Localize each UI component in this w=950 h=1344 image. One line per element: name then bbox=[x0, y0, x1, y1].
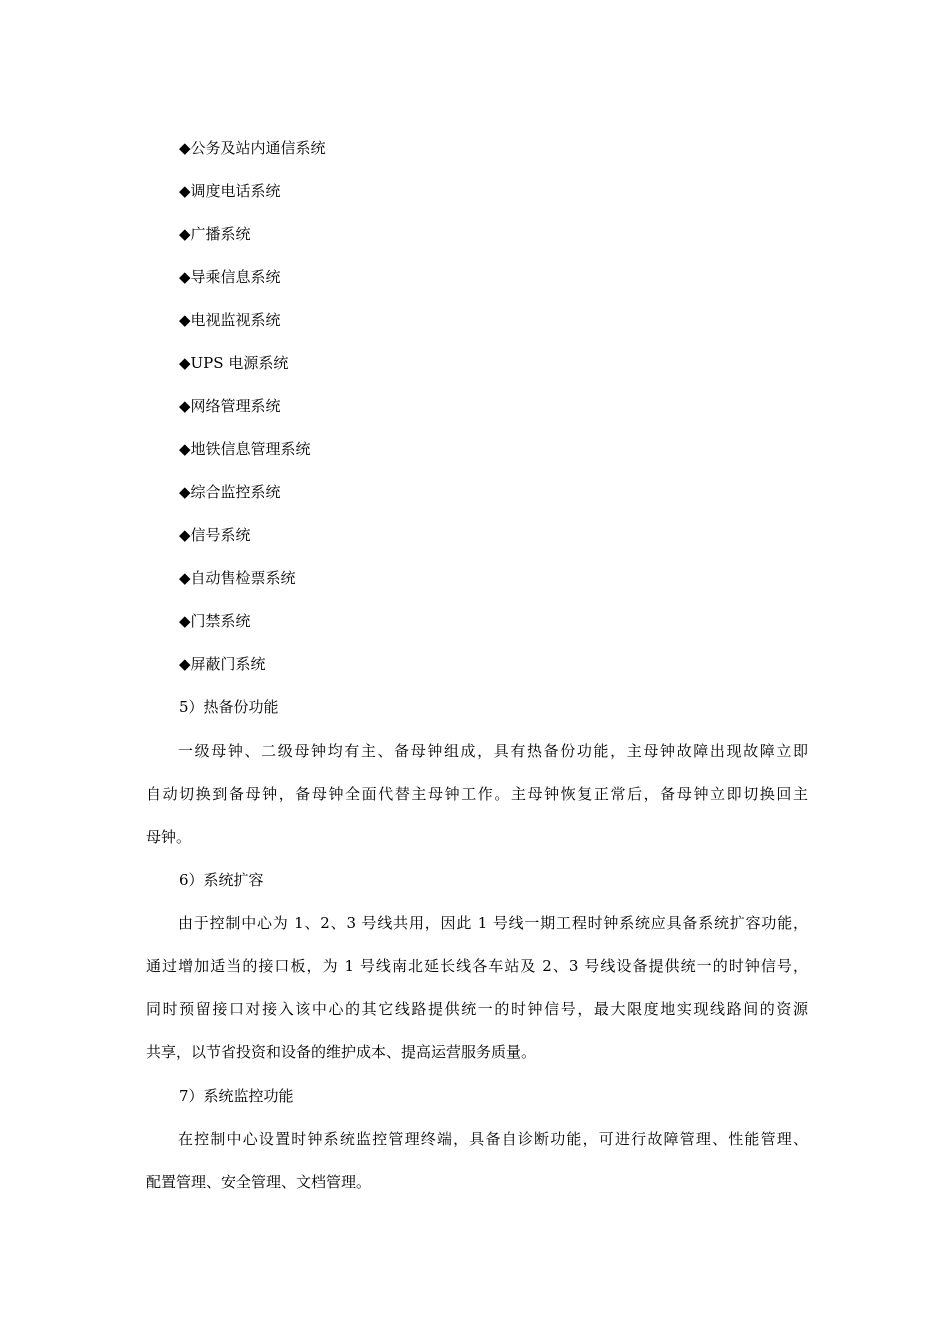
section-heading-expansion: 6）系统扩容 bbox=[179, 871, 264, 889]
section-heading-hot-backup: 5）热备份功能 bbox=[179, 698, 279, 716]
paragraph-line: 通过增加适当的接口板，为 1 号线南北延长线各车站及 2、3 号线设备提供统一的时钟信号， bbox=[146, 957, 808, 975]
list-item: ◆UPS 电源系统 bbox=[179, 354, 289, 372]
paragraph-line: 母钟。 bbox=[146, 828, 192, 846]
paragraph-line: 由于控制中心为 1、2、3 号线共用，因此 1 号线一期工程时钟系统应具备系统扩容功能， bbox=[178, 914, 808, 932]
list-item: ◆门禁系统 bbox=[179, 612, 251, 630]
list-item: ◆地铁信息管理系统 bbox=[179, 440, 311, 458]
list-item: ◆广播系统 bbox=[179, 225, 251, 243]
paragraph-line: 同时预留接口对接入该中心的其它线路提供统一的时钟信号，最大限度地实现线路间的资源 bbox=[146, 1000, 808, 1018]
list-item: ◆电视监视系统 bbox=[179, 311, 281, 329]
list-item: ◆网络管理系统 bbox=[179, 397, 281, 415]
paragraph-line: 一级母钟、二级母钟均有主、备母钟组成，具有热备份功能，主母钟故障出现故障立即 bbox=[178, 742, 808, 760]
list-item: ◆综合监控系统 bbox=[179, 483, 281, 501]
paragraph-line: 配置管理、安全管理、文档管理。 bbox=[146, 1173, 372, 1191]
paragraph-line: 共享，以节省投资和设备的维护成本、提高运营服务质量。 bbox=[146, 1043, 537, 1061]
paragraph-line: 在控制中心设置时钟系统监控管理终端，具备自诊断功能，可进行故障管理、性能管理、 bbox=[178, 1130, 808, 1148]
list-item: ◆自动售检票系统 bbox=[179, 569, 296, 587]
list-item: ◆公务及站内通信系统 bbox=[179, 139, 326, 157]
list-item: ◆屏蔽门系统 bbox=[179, 655, 266, 673]
list-item: ◆调度电话系统 bbox=[179, 182, 281, 200]
section-heading-monitoring: 7）系统监控功能 bbox=[179, 1087, 294, 1105]
list-item: ◆导乘信息系统 bbox=[179, 268, 281, 286]
paragraph-line: 自动切换到备母钟，备母钟全面代替主母钟工作。主母钟恢复正常后，备母钟立即切换回主 bbox=[146, 785, 808, 803]
list-item: ◆信号系统 bbox=[179, 526, 251, 544]
